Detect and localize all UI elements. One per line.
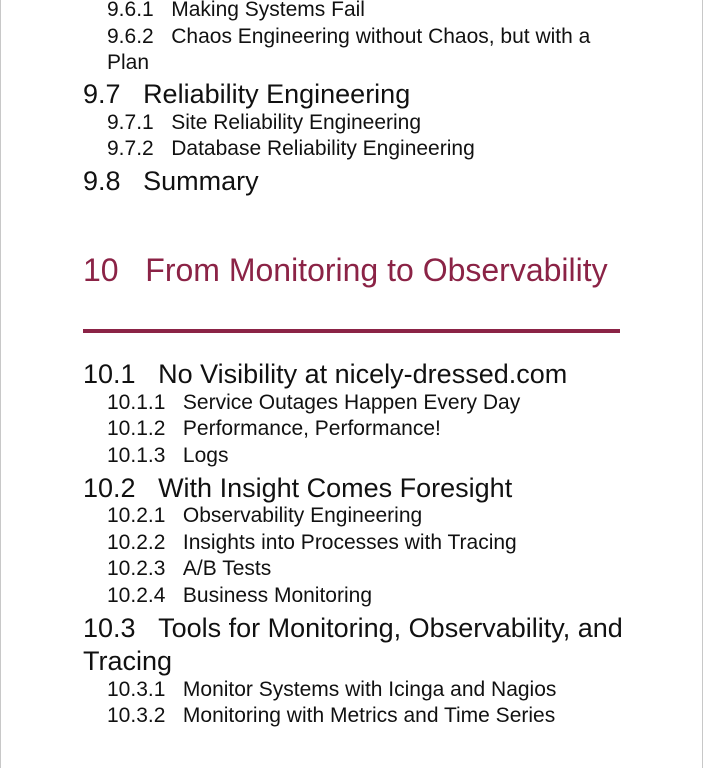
toc-entry-number: 10.1.3 xyxy=(107,444,166,467)
toc-section-10-2[interactable] xyxy=(83,472,512,504)
toc-entry-10-2-4[interactable] xyxy=(107,583,372,609)
toc-section-title: No Visibility at nicely-dressed.com xyxy=(158,359,568,389)
toc-entry-title: Making Systems Fail xyxy=(171,0,365,21)
chapter-divider xyxy=(83,329,620,333)
toc-entry-number: 10.3.2 xyxy=(107,704,166,727)
toc-section-9-8[interactable] xyxy=(83,165,259,197)
toc-section-number: 9.7 xyxy=(83,79,121,109)
toc-entry-title: Database Reliability Engineering xyxy=(171,137,475,160)
page-edge-right xyxy=(702,0,703,768)
toc-entry-number: 10.2.2 xyxy=(107,531,166,554)
toc-entry-title: A/B Tests xyxy=(182,557,272,580)
toc-section-number: 10.2 xyxy=(83,473,136,503)
toc-entry-10-2-1[interactable] xyxy=(107,503,422,529)
toc-section-10-1[interactable] xyxy=(83,358,567,390)
toc-entry-number: 10.2.4 xyxy=(107,584,166,607)
toc-entry-10-2-3[interactable] xyxy=(107,556,271,582)
toc-entry-10-3-2[interactable] xyxy=(107,703,555,729)
toc-entry-number: 10.1.2 xyxy=(107,417,166,440)
page-edge-left xyxy=(0,0,1,768)
toc-entry-9-7-1[interactable] xyxy=(107,110,421,136)
toc-entry-9-6-2[interactable] xyxy=(107,24,637,76)
toc-section-9-7[interactable] xyxy=(83,78,410,110)
toc-entry-title: Site Reliability Engineering xyxy=(171,111,422,134)
toc-chapter-10[interactable] xyxy=(83,250,620,291)
toc-section-number: 10.1 xyxy=(83,359,136,389)
toc-entry-number: 9.7.2 xyxy=(107,137,154,160)
toc-section-10-3[interactable] xyxy=(83,612,623,678)
toc-entry-number: 9.7.1 xyxy=(107,111,154,134)
toc-entry-title: Performance, Performance! xyxy=(182,417,441,440)
toc-entry-title: Service Outages Happen Every Day xyxy=(182,391,521,414)
toc-section-title: Reliability Engineering xyxy=(143,79,411,109)
toc-section-number: 10.3 xyxy=(83,613,136,643)
toc-entry-10-2-2[interactable] xyxy=(107,530,517,556)
toc-entry-9-6-1[interactable] xyxy=(107,0,365,23)
toc-entry-10-1-1[interactable] xyxy=(107,390,520,416)
toc-entry-number: 10.1.1 xyxy=(107,391,166,414)
toc-entry-title: Chaos Engineering without Chaos, but with a Plan xyxy=(107,25,591,74)
toc-entry-title: Monitor Systems with Icinga and Nagios xyxy=(182,678,557,701)
toc-section-title: With Insight Comes Foresight xyxy=(158,473,513,503)
toc-entry-title: Logs xyxy=(182,444,229,467)
toc-section-title: Tools for Monitoring, Observability, and Tracing xyxy=(83,613,623,676)
toc-entry-number: 9.6.1 xyxy=(107,0,154,21)
toc-chapter-title: From Monitoring to Observability xyxy=(145,252,608,288)
toc-entry-number: 10.3.1 xyxy=(107,678,166,701)
toc-entry-number: 10.2.3 xyxy=(107,557,166,580)
toc-entry-number: 10.2.1 xyxy=(107,504,166,527)
toc-entry-title: Monitoring with Metrics and Time Series xyxy=(182,704,556,727)
toc-entry-10-1-3[interactable] xyxy=(107,443,228,469)
toc-entry-10-3-1[interactable] xyxy=(107,677,556,703)
toc-chapter-number: 10 xyxy=(83,252,119,288)
toc-section-title: Summary xyxy=(143,166,259,196)
toc-entry-10-1-2[interactable] xyxy=(107,416,441,442)
toc-entry-9-7-2[interactable] xyxy=(107,136,475,162)
toc-entry-number: 9.6.2 xyxy=(107,25,154,48)
toc-entry-title: Observability Engineering xyxy=(182,504,423,527)
toc-entry-title: Insights into Processes with Tracing xyxy=(182,531,517,554)
toc-section-number: 9.8 xyxy=(83,166,121,196)
toc-entry-title: Business Monitoring xyxy=(182,584,372,607)
